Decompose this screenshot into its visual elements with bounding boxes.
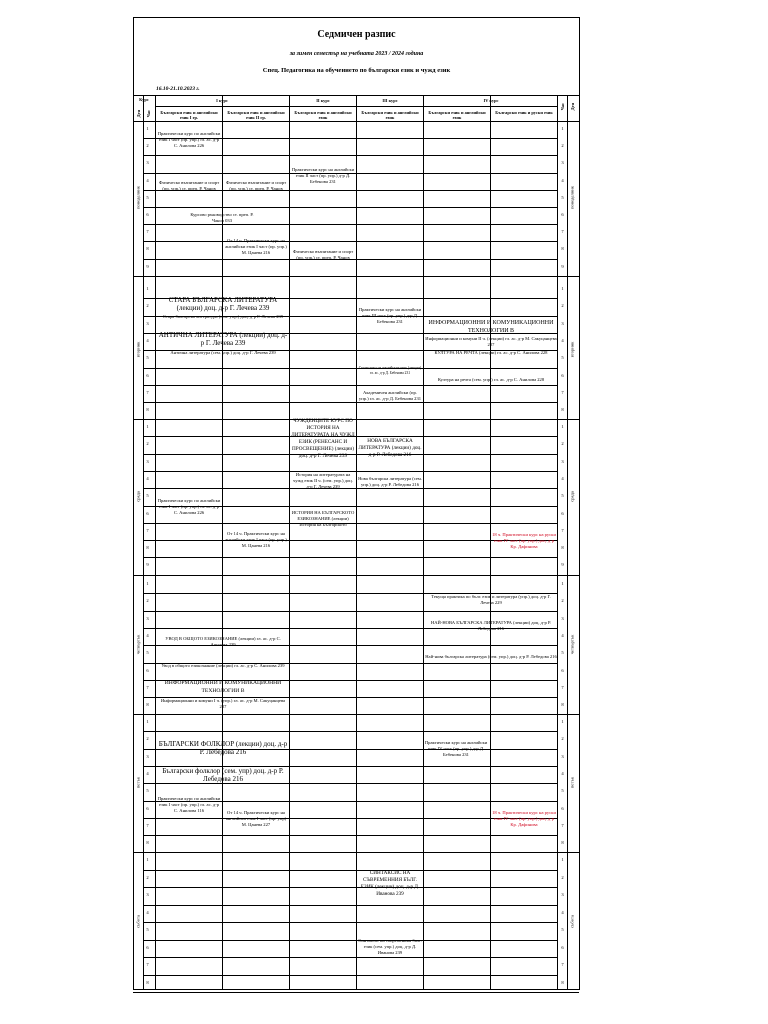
hour-number: 2 (561, 143, 564, 149)
hour-number: 3 (146, 320, 149, 326)
hour-number: 1 (146, 126, 149, 131)
hour-number: 3 (146, 892, 149, 897)
day-label: вторник (135, 341, 141, 358)
entry-fri-c1-folklore-lecture: БЪЛГАРСКИ ФОЛКЛОР (лекции) доц. д-р Р. Лебедова 216 (158, 740, 288, 757)
hour-number: 5 (146, 194, 149, 200)
entry-tue-c1-old-lit-lecture: СТАРА БЪЛГАРСКА ЛИТЕРАТУРА (лекции) доц. д-р Г. Лечева 239 (168, 296, 278, 313)
entry-thu-c1-intro-lecture: УВОД В ОБЩОТО ЕЗИКОЗНАНИЕ (лекции) гл. ас. д-р С. Анилова 239 (165, 636, 281, 648)
day-label: четвъртък (569, 634, 575, 655)
entry-fri-c4-russian: 18 ч. Практически курс на руски език IV част (пр. упр.) доц. д-р Кр. Дафинова (492, 810, 556, 828)
hour-number: 6 (561, 372, 564, 378)
day-label: понеделник (135, 186, 141, 210)
entry-tue-c4-ict-seminar: Информационни и комуни II ч. (лекции) гл. ас. д-р М. Сакуцанцева 227 (425, 336, 557, 348)
hour-number: 6 (146, 510, 149, 516)
entry-tue-c1-old-lit-seminar: Стара българска литература (сем. упр.) доц. д-р Г. Лечева 239 (162, 314, 284, 319)
entry-mon-c2-english: Практически курс на английски език II част (пр. упр.) д-р Д. Бебенова 231 (291, 167, 355, 185)
entry-wed-c1-english: Практически курс по английски език I част (пр. упр.) гл. ас. д-р С. Анилова 226 (157, 498, 221, 516)
day-label: петък (135, 777, 141, 789)
hour-number: 2 (561, 441, 564, 447)
hour-number: 5 (561, 788, 564, 794)
hour-number: 5 (146, 788, 149, 794)
hour-number: 6 (561, 510, 564, 516)
col-header-hour-right: Час (559, 102, 565, 111)
entry-tue-c1-antique-lit-seminar: Антична литература (сем. упр.) доц. д-р Г. Лечева 239 (170, 350, 276, 355)
entry-sat-c3-syntax-lecture: СИНТАКСИС НА СЪВРЕМЕННИЯ БЪЛГ. ЕЗИК (лекции) доц. д-р Д. Иванова 239 (360, 870, 420, 898)
hour-number: 8 (561, 545, 564, 551)
entry-wed-c4-russian: 18 ч. Практически курс на руски език IV част (пр. упр.) доц. д-р Кр. Дафинова (492, 532, 556, 550)
entry-mon-c1-course-lead: Курсово ръководство ст. преп. Р. Чанов 033 (190, 212, 254, 224)
hour-number: 4 (561, 909, 564, 915)
hour-number: 7 (561, 389, 564, 395)
entry-mon-c1-english: Практически курс по английски език I част (пр. упр.) гл. ас. д-р С. Анилова 226 (157, 131, 221, 149)
entry-wed-c1-english-2: От 14 ч. Практически курс на английски език I част (пр. упр.) М. Цанева 216 (225, 531, 287, 549)
entry-fri-c1-english-2: От 14 ч. Практически курс на английски език I част (пр. упр) М. Цанева 227 (225, 810, 287, 828)
col-subheader-c2: Български език и английски език (294, 110, 352, 121)
hour-number: 9 (146, 263, 149, 269)
hour-number: 3 (561, 615, 564, 621)
hour-number: 8 (561, 246, 564, 252)
hour-number: 6 (146, 212, 149, 217)
hour-number: 2 (561, 736, 564, 742)
hour-number: 1 (561, 719, 564, 724)
hour-number: 7 (146, 527, 149, 533)
hour-number: 7 (146, 962, 149, 967)
entry-sat-c3-syntax-seminar: Синтаксис на съвременния бълг. език (сем. упр.) доц. д-р Д. Иванова 239 (358, 938, 422, 956)
hour-number: 3 (146, 615, 149, 621)
hour-number: 5 (146, 355, 149, 361)
day-label: четвъртък (135, 634, 141, 655)
hour-number: 2 (561, 874, 564, 880)
entry-tue-c3-english: Практически курс на английски език III част (пр. упр.) д-р Д. Бебенова 231 (358, 307, 422, 325)
entry-tue-c1-antique-lit-lecture: АНТИЧНА ЛИТЕРАТУРА (лекции) доц. д-р Г. Лечева 239 (158, 331, 288, 348)
hour-number: 3 (561, 320, 564, 326)
hour-number: 4 (561, 177, 564, 183)
entry-thu-c1-intro-seminar: Увод в общото езикознание (лекции) гл. ас. д-р С. Анилова 239 (161, 663, 285, 668)
hour-number: 7 (561, 962, 564, 967)
col-subheader-c3: Български език и английски език (361, 110, 419, 121)
hour-number: 8 (146, 407, 149, 413)
hour-number: 6 (146, 372, 149, 378)
day-label: понеделник (569, 186, 575, 210)
hour-number: 1 (146, 286, 149, 291)
col-header-course3: III курс (382, 98, 398, 103)
hour-number: 3 (561, 892, 564, 897)
hour-number: 9 (561, 562, 564, 568)
col-subheader-c4g2: Български език и руски език (495, 110, 553, 115)
entry-mon-c2-pe: Физическо възпитание и спорт (пр. упр.) ст. преп. Р. Чанов (292, 249, 354, 261)
hour-number: 8 (561, 840, 564, 846)
hour-number: 6 (561, 212, 564, 217)
hour-number: 2 (561, 303, 564, 309)
day-label: сряда (569, 490, 575, 502)
entry-wed-c3-new-lit-lecture: НОВА БЪЛГАРСКА ЛИТЕРАТУРА (лекции) доц. д-р Р. Лебедова 216 (358, 438, 422, 459)
hour-number: 8 (561, 979, 564, 985)
hour-number: 4 (146, 770, 149, 776)
hour-number: 1 (561, 286, 564, 291)
hour-number: 2 (146, 598, 149, 604)
hour-number: 9 (561, 263, 564, 269)
col-header-course4: IV курс (483, 98, 499, 103)
hour-number: 6 (146, 667, 149, 673)
entry-thu-c4-newest-lit-lecture: НАЙ-НОВА БЪЛГАРСКА ЛИТЕРАТУРА (лекции) доц. д-р Р. Лебедова 216 (430, 620, 552, 632)
hour-number: 8 (146, 702, 149, 708)
page-title: Седмичен разпис (317, 29, 396, 40)
hour-number: 4 (146, 177, 149, 183)
hour-number: 7 (561, 684, 564, 690)
entry-thu-c1-ict-lecture: ИНФОРМАЦИОННИ И КОМУНИКАЦИОННИ ТЕХНОЛОГИИ В (164, 680, 282, 694)
col-subheader-c1g2: Български език и английски език II гр. (227, 110, 285, 121)
hour-number: 4 (146, 337, 149, 343)
hour-number: 1 (146, 857, 149, 862)
day-label: събота (569, 914, 575, 929)
hour-number: 1 (561, 126, 564, 131)
entry-wed-c2-bg-linguistics: ИСТОРИЯ НА БЪЛГАРСКОТО ЕЗИКОЗНАНИЕ (лекции) История на Българското (291, 510, 355, 528)
hour-number: 4 (561, 770, 564, 776)
hour-number: 5 (146, 493, 149, 499)
hour-number: 2 (561, 598, 564, 604)
entry-tue-c4-speech-lecture: КУЛТУРА НА РЕЧТА (лекции) гл. ас. д-р С. Анилова 228 (434, 350, 548, 355)
hour-number: 7 (146, 822, 149, 828)
entry-tue-c4-speech-seminar: Култура на речта (сем. упр.) гл. ас. д-р С. Анилова 228 (437, 377, 545, 382)
entry-fri-c1-english: Практически курс по английски език I част (пр. упр.) гл. ас. д-р С. Анилова 116 (157, 796, 221, 814)
hour-number: 5 (146, 650, 149, 656)
hour-number: 6 (146, 805, 149, 811)
hour-number: 7 (146, 684, 149, 690)
hour-number: 4 (146, 475, 149, 481)
entry-fri-c3-english: Практически курс на английски език IV част (пр. упр.) д-р Д. Бебенова 231 (424, 740, 488, 758)
hour-number: 3 (146, 160, 149, 166)
hour-number: 5 (561, 355, 564, 361)
hour-number: 4 (146, 909, 149, 915)
hour-number: 1 (146, 581, 149, 586)
hour-number: 4 (561, 632, 564, 638)
hour-number: 5 (561, 493, 564, 499)
day-label: събота (135, 914, 141, 929)
entry-fri-c1-folklore-seminar: Български фолклор (сем. упр) доц. д-р Р. Лебедова 216 (162, 767, 284, 784)
hour-number: 1 (561, 857, 564, 862)
hour-number: 3 (561, 458, 564, 464)
entry-wed-c2-history-lecture: ЧУЖДЕНЦИТЕ КУРС ПО ИСТОРИЯ НА ЛИТЕРАТУРАТА НА ЧУЖД ЕЗИК (РЕНЕСАНС И ПРОСВЕЩЕНИЕ) (лекции) доц. д-р Г. Лечева 239 (291, 418, 355, 460)
hour-number: 3 (146, 753, 149, 759)
entry-wed-c2-history-seminar: История на литературата на чужд език II ч. (сем. упр.) доц. д-р Г. Лечева 239 (293, 472, 353, 490)
hour-number: 1 (146, 424, 149, 429)
hour-number: 7 (561, 527, 564, 533)
entry-thu-c4-practice: Текуща практика по бълг. език и литература (упр.) доц. д-р Г. Лечева 229 (431, 594, 551, 606)
hour-number: 9 (146, 562, 149, 568)
hour-number: 8 (561, 407, 564, 413)
hour-number: 2 (146, 736, 149, 742)
hour-number: 8 (561, 702, 564, 708)
hour-number: 1 (561, 424, 564, 429)
entry-mon-c1-pe-g1: Физическо възпитание и спорт (пр. упр.) ст. преп. Р. Чанов (158, 180, 220, 192)
hour-number: 4 (561, 337, 564, 343)
hour-number: 4 (146, 632, 149, 638)
hour-number: 3 (561, 753, 564, 759)
col-header-course2: II курс (316, 98, 330, 103)
hour-number: 1 (561, 581, 564, 586)
hour-number: 6 (146, 944, 149, 950)
hour-number: 2 (146, 441, 149, 447)
entry-mon-c1-pe-g2: Физическо възпитание и спорт (пр. упр.) ст. преп. Р. Чанов (225, 180, 287, 192)
specialty-line: Спец. Педагогика на обучението по български език и чужд език (262, 67, 451, 74)
entry-thu-c4-newest-lit-seminar: Най-нова българска литература (сем. упр.) доц. д-р Р. Лебедова 216 (425, 654, 557, 659)
page-subtitle: за зимен семестър на учебната 2023 / 2024 година (289, 51, 424, 57)
hour-number: 5 (561, 194, 564, 200)
day-label: сряда (135, 490, 141, 502)
hour-number: 6 (561, 805, 564, 811)
hour-number: 8 (146, 545, 149, 551)
hour-number: 2 (146, 874, 149, 880)
hour-number: 5 (146, 927, 149, 932)
col-header-day: Ден (135, 109, 141, 118)
hour-number: 3 (561, 160, 564, 166)
hour-number: 7 (561, 822, 564, 828)
entry-tue-c3-stylistics: Стилистика на английския език (лекции) гл. ас. д-р Д. Бебенова 231 (358, 366, 422, 375)
entry-tue-c3-academic: Академичен английски (пр. упр.) гл. ас. д-р Д. Бебенова 231 (358, 390, 422, 402)
hour-number: 8 (146, 246, 149, 252)
col-subheader-c4g1: Български език и английски език (428, 110, 486, 121)
hour-number: 5 (561, 927, 564, 932)
day-label: петък (569, 777, 575, 789)
entry-mon-c1-english-2: От 14 ч. Практически курс на английски език I част (пр. упр.) М. Цанева 216 (225, 238, 287, 256)
entry-wed-c3-new-lit-seminar: Нова българска литература (сем. упр.) доц. д-р Р. Лебедова 216 (358, 476, 422, 488)
hour-number: 2 (146, 303, 149, 309)
col-header-course: Курс (139, 97, 149, 102)
col-header-hour: Час (145, 109, 151, 118)
col-header-day-right: Ден (569, 102, 575, 111)
hour-number: 3 (146, 458, 149, 464)
col-header-course1: I курс (216, 98, 228, 103)
hour-number: 7 (146, 389, 149, 395)
day-label: вторник (569, 341, 575, 358)
entry-thu-c1-ict-seminar: Информационни и комуни I ч. (упр.) гл. ас. д-р М. Сакуцанцева 227 (160, 698, 286, 710)
col-subheader-c1g1: Български език и английски език I гр. (160, 110, 218, 121)
hour-number: 7 (561, 229, 564, 235)
hour-number: 8 (146, 840, 149, 846)
hour-number: 6 (561, 944, 564, 950)
hour-number: 5 (561, 650, 564, 656)
date-range: 16.10-21.10.2023 г. (156, 86, 200, 92)
entry-tue-c4-ict-lecture: ИНФОРМАЦИОННИ И КОМУНИКАЦИОННИ ТЕХНОЛОГИИ В (428, 320, 554, 335)
hour-number: 6 (561, 667, 564, 673)
hour-number: 4 (561, 475, 564, 481)
hour-number: 7 (146, 229, 149, 235)
hour-number: 8 (146, 979, 149, 985)
hour-number: 2 (146, 143, 149, 149)
hour-number: 1 (146, 719, 149, 724)
